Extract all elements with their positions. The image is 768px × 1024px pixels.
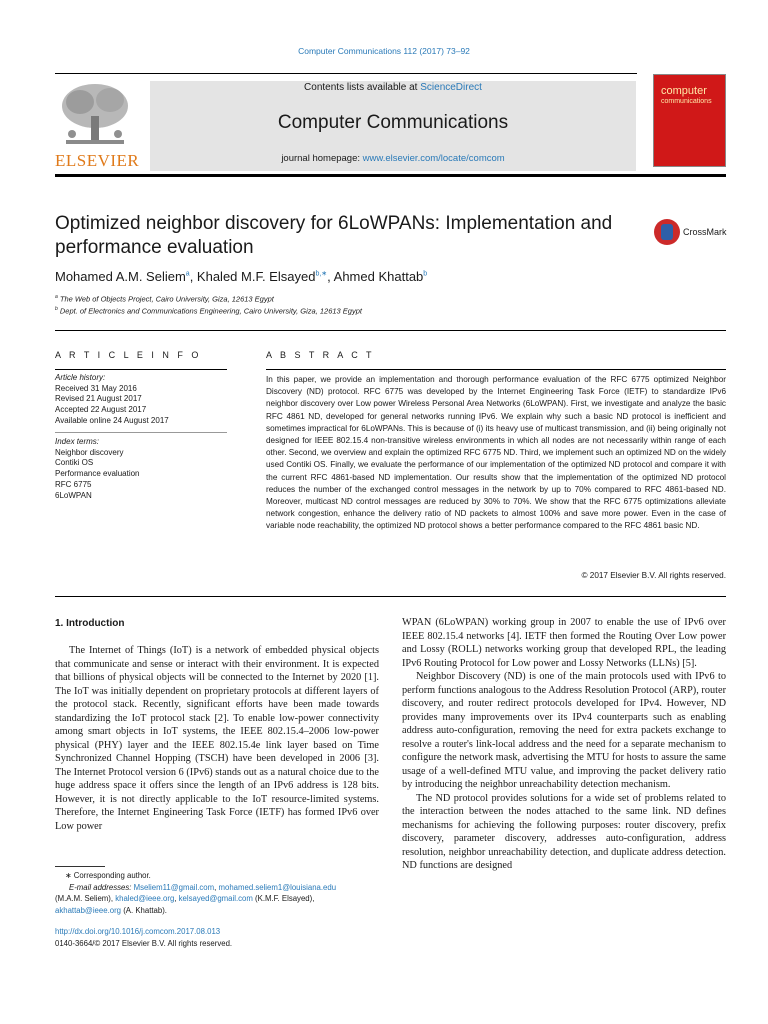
article-info-heading: A R T I C L E I N F O xyxy=(55,350,202,360)
history-item: Accepted 22 August 2017 xyxy=(55,405,147,415)
issn-line: 0140-3664/© 2017 Elsevier B.V. All rights reserved. xyxy=(55,938,233,948)
keywords-rule xyxy=(55,432,227,433)
cover-subtitle: communications xyxy=(661,98,712,105)
email-link[interactable]: akhattab@ieee.org xyxy=(55,905,122,915)
author-name: Khaled M.F. Elsayed xyxy=(196,269,316,284)
elsevier-tree-icon xyxy=(58,80,132,150)
email-link[interactable]: khaled@ieee.org xyxy=(115,894,175,903)
footnotes xyxy=(55,870,379,916)
email-owner: (A. Khattab). xyxy=(123,905,167,915)
article-identifiers xyxy=(55,926,379,949)
paragraph: WPAN (6LoWPAN) working group in 2007 to enable the use of IPv6 over IEEE 802.15.4 networks [4]. IETF then formed the Routing Over Low power and Lossy (ROLL) networks working group that developed RPL, the leading IPv6 Routing Protocol for Low power and Lossy Networks (LLNs) [5]. xyxy=(402,617,726,669)
journal-name: Computer Communications xyxy=(277,112,509,133)
history-item: Received 31 May 2016 xyxy=(55,383,137,393)
history-item: Available online 24 August 2017 xyxy=(55,415,169,425)
email-link[interactable]: mohamed.seliem1@louisiana.edu xyxy=(218,882,337,892)
author-name: Ahmed Khattab xyxy=(333,269,424,284)
email-link[interactable]: Mseliem11@gmail.com xyxy=(133,882,215,892)
affiliation-text: The Web of Objects Project, Cairo University, Giza, 12613 Egypt xyxy=(59,294,274,304)
journal-cover[interactable] xyxy=(653,74,726,167)
paragraph: The ND protocol provides solutions for a wide set of problems related to the interaction between the nodes attached to the same link. ND defines mechanisms for achieving the following purposes: router discovery, prefix discovery, parameter discovery, addresses auto-configuration, address resolution, neighbor unreachability detection, and duplicate address detection. ND functions are designed xyxy=(402,792,726,871)
author-sup[interactable]: b xyxy=(423,270,428,278)
section-heading: 1. Introduction xyxy=(55,618,125,629)
email-owner: (M.A.M. Seliem), xyxy=(55,894,114,903)
history-item: Revised 21 August 2017 xyxy=(55,394,142,404)
homepage-link[interactable]: www.elsevier.com/locate/comcom xyxy=(362,153,505,164)
abstract-text: In this paper, we provide an implementation and thorough performance evaluation of the RFC 6775 optimized Neighbor Discovery (ND) protocol. RFC 6775 was developed by the Internet Engineering Task Force (IETF) to standardize IPv6 neighbor discovery over Low power Wireless Personal Area Networks (6LoWPAN). First, we investigate and analyze the basic RFC 4861 ND, developed for general networks running IPv6. We explain why such a basic ND protocol is inefficient and sometimes impractical for 6LoWPANs. This is because of (i) its heavy use of multicast transmission, and (ii) being originally not designed for IEEE 802.15.4 non-transitive wireless environments in which all nodes are not necessarily within range of each other. Second, we overview and explain the optimized RFC 6775 ND. Third, we implement such an optimized ND on the widely used Contiki OS. Finally, we evaluate the performance of our implementation of the optimized ND protocol and compare it with the current RFC 4861-based ND implementation. Our results show that the implementation of the optimized ND protocol reduces the number of the exchanged control messages in the network by up to 70% compared to RFC 4861-based ND. Moreover, multicast ND control messages are reduced by 30% to 70%. We show that the RFC 6775 optimizations alleviate network congestion, enhance the delivery ratio of ND packets to almost 100% and save more power. Even in the case of variable node reachability, the optimized ND protocol shows a better performance compared to the RFC 4861 basic ND. xyxy=(266,375,726,531)
corresponding-author-note: ∗ Corresponding author. xyxy=(65,871,151,880)
abstract-copyright: © 2017 Elsevier B.V. All rights reserved. xyxy=(581,571,726,580)
body-right-column xyxy=(402,616,726,873)
author-name: Mohamed A.M. Seliem xyxy=(55,269,186,284)
author-list: Mohamed A.M. Seliem$^a$, Khaled M.F. Elsayed$^{b,∗}$, Ahmed Khattab$^b$ xyxy=(55,269,428,284)
publisher-logo: ELSEVIER xyxy=(55,151,140,170)
keyword: Neighbor discovery xyxy=(55,447,124,457)
email-owner: (K.M.F. Elsayed), xyxy=(255,894,315,903)
journal-reference[interactable]: Computer Communications 112 (2017) 73–92 xyxy=(298,46,470,56)
sciencedirect-link[interactable]: ScienceDirect xyxy=(420,82,482,93)
keyword: 6LoWPAN xyxy=(55,490,92,500)
header-top-rule xyxy=(55,73,637,74)
email-label: E-mail addresses: xyxy=(69,882,132,892)
header-bottom-rule xyxy=(55,174,726,177)
article-history xyxy=(55,373,227,427)
affiliation-a xyxy=(55,294,274,304)
email-link[interactable]: kelsayed@gmail.com xyxy=(178,894,253,903)
cover-title: computer xyxy=(661,85,707,97)
homepage-line xyxy=(150,153,636,164)
abstract-rule xyxy=(266,369,726,370)
body-left-column xyxy=(55,644,379,833)
doi-link[interactable]: http://dx.doi.org/10.1016/j.comcom.2017.08.013 xyxy=(55,927,221,936)
index-terms xyxy=(55,437,227,501)
title-line-1: Optimized neighbor discovery for 6LoWPANs: Implementation and xyxy=(55,213,613,234)
email-line: (M.A.M. Seliem), khaled@ieee.org, kelsayed@gmail.com (K.M.F. Elsayed), xyxy=(55,894,315,903)
keywords-label: Index terms: xyxy=(55,437,100,446)
article-info-rule xyxy=(55,369,227,370)
keyword: Contiki OS xyxy=(55,458,94,468)
author-sup[interactable]: a xyxy=(185,270,190,278)
contents-prefix: Contents lists available at xyxy=(304,82,418,93)
title-line-2: performance evaluation xyxy=(55,237,254,258)
abstract-bottom-rule xyxy=(55,596,726,597)
author-sup[interactable]: b,∗ xyxy=(315,270,328,278)
section-divider xyxy=(55,330,726,331)
email-line: E-mail addresses: Mseliem11@gmail.com, mohamed.seliem1@louisiana.edu xyxy=(69,882,337,892)
affiliation-text: Dept. of Electronics and Communications Engineering, Cairo University, Giza, 12613 Egypt xyxy=(59,306,362,316)
footnote-rule xyxy=(55,866,105,867)
paper-title xyxy=(55,212,635,260)
affiliation-sup: a xyxy=(55,294,58,300)
crossmark-icon xyxy=(654,219,680,245)
crossmark-badge[interactable] xyxy=(654,219,732,249)
email-line xyxy=(55,905,379,917)
contents-line xyxy=(150,82,636,93)
history-label: Article history: xyxy=(55,373,106,382)
paragraph: The Internet of Things (IoT) is a network of embedded physical objects that communicate and sense or interact with their environment. It is expected that billions of physical objects will be connected to the Internet by 2020 [1]. The IoT was initially dependent on proprietary protocols at different layers of the protocol stack. Recently, significant efforts have been made towards standardizing the IoT protocol stack [2]. To enable low-power connectivity among smart objects in IoT systems, the IEEE 802.15.4–2006 low-power physical (PHY) layer and the IEEE 802.15.4e link layer based on Time Synchronized Channel Hopping (TSCH) have been developed in 2006 [3]. The Internet Protocol version 6 (IPv6) stands out as a natural choice due to the huge address space it offers since the length of an IPv6 address is 128 bits. However, it is not directly applicable to the IoT resource-limited systems. Therefore, the Internet Engineering Task Force (IETF) has formed IPv6 over Low power xyxy=(55,645,379,832)
homepage-prefix: journal homepage: xyxy=(281,153,361,164)
affiliation-sup: b xyxy=(55,306,58,312)
affiliation-b xyxy=(55,306,362,316)
keyword: Performance evaluation xyxy=(55,469,140,479)
crossmark-label: CrossMark xyxy=(683,227,727,237)
abstract-heading: A B S T R A C T xyxy=(266,350,375,360)
paragraph: Neighbor Discovery (ND) is one of the main protocols used with IPv6 to perform functions analogous to the Address Resolution Protocol (ARP), router discovery, and router redirect protocols developed for IPv4. However, ND provides many improvements over its IPv4 counterparts such as enabling address auto-configuration, removing the need for extra packets exchange to resolve a router's link-local address and the need for a separate mechanism to configure the network mask, advertising the MTU for hosts to assure the same usage of a well-defined MTU value, and improving the packet delivery ratio by introducing the neighbor unreachability detection mechanism. xyxy=(402,671,726,790)
keyword: RFC 6775 xyxy=(55,479,92,489)
